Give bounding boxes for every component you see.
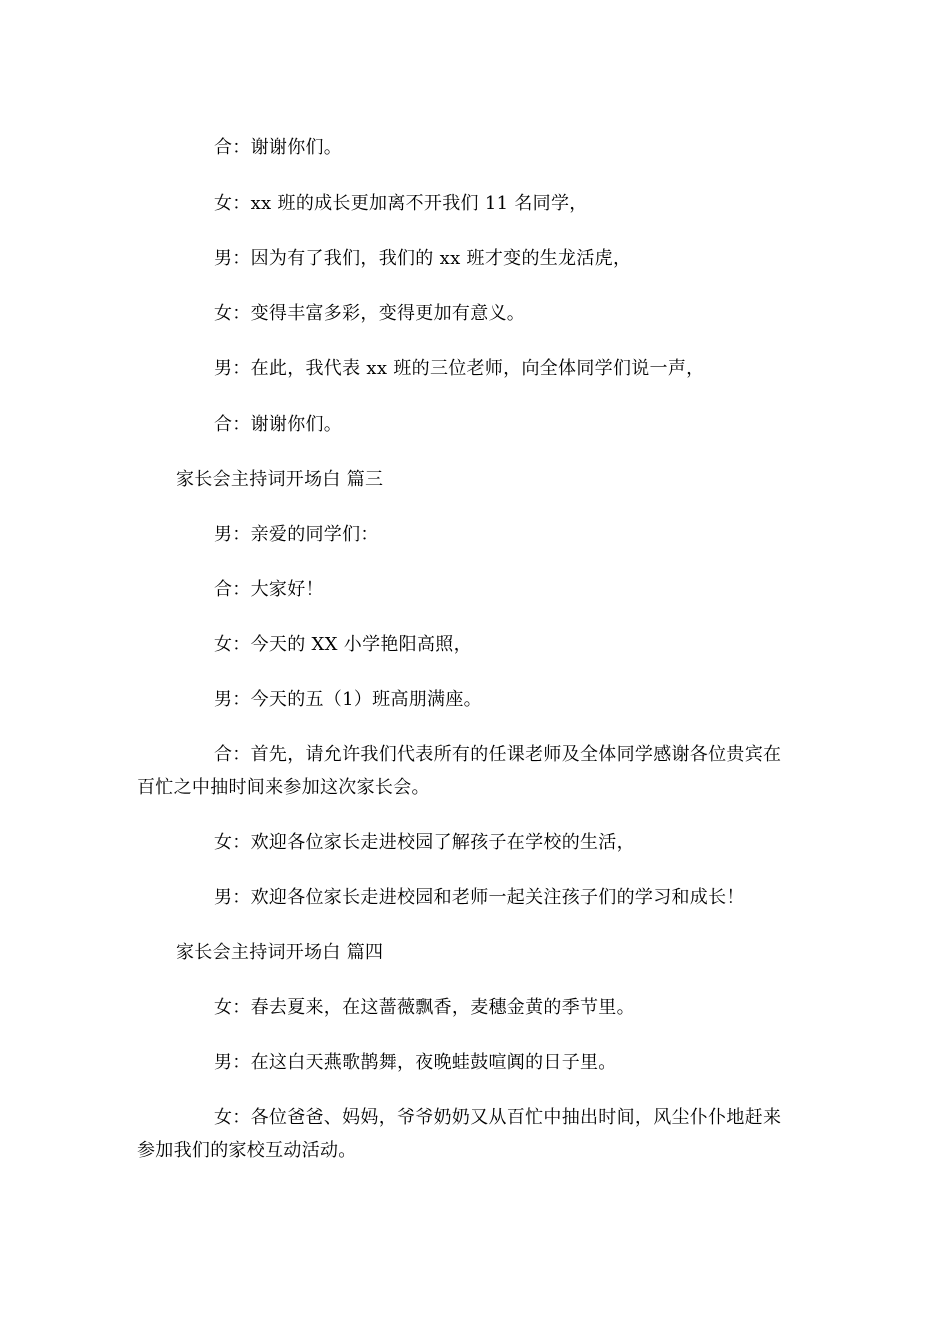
- section-heading: 家长会主持词开场白 篇四: [176, 942, 384, 963]
- dialog-line: 合：谢谢你们。: [214, 414, 343, 435]
- dialog-line: 合：首先，请允许我们代表所有的任课老师及全体同学感谢各位贵宾在: [214, 744, 782, 765]
- dialog-line: 女：今天的 XX 小学艳阳高照，: [214, 634, 472, 655]
- dialog-line: 男：亲爱的同学们：: [214, 524, 379, 545]
- dialog-line-continuation: 参加我们的家校互动活动。: [137, 1140, 357, 1161]
- dialog-line: 女：春去夏来，在这蔷薇飘香，麦穗金黄的季节里。: [214, 997, 635, 1018]
- dialog-line: 女：xx 班的成长更加离不开我们 11 名同学，: [214, 193, 588, 214]
- dialog-line: 男：欢迎各位家长走进校园和老师一起关注孩子们的学习和成长！: [214, 887, 745, 908]
- dialog-line: 男：今天的五（1）班高朋满座。: [214, 689, 482, 710]
- dialog-line: 女：欢迎各位家长走进校园了解孩子在学校的生活，: [214, 832, 635, 853]
- dialog-line: 男：因为有了我们，我们的 xx 班才变的生龙活虎，: [214, 248, 632, 269]
- section-heading: 家长会主持词开场白 篇三: [176, 469, 384, 490]
- dialog-line: 女：各位爸爸、妈妈，爷爷奶奶又从百忙中抽出时间，风尘仆仆地赶来: [214, 1107, 782, 1128]
- dialog-line: 男：在这白天燕歌鹊舞，夜晚蛙鼓喧阗的日子里。: [214, 1052, 617, 1073]
- dialog-line: 合：大家好！: [214, 579, 324, 600]
- dialog-line: 合：谢谢你们。: [214, 137, 343, 158]
- dialog-line: 男：在此，我代表 xx 班的三位老师，向全体同学们说一声，: [214, 358, 705, 379]
- dialog-line-continuation: 百忙之中抽时间来参加这次家长会。: [137, 777, 430, 798]
- dialog-line: 女：变得丰富多彩，变得更加有意义。: [214, 303, 526, 324]
